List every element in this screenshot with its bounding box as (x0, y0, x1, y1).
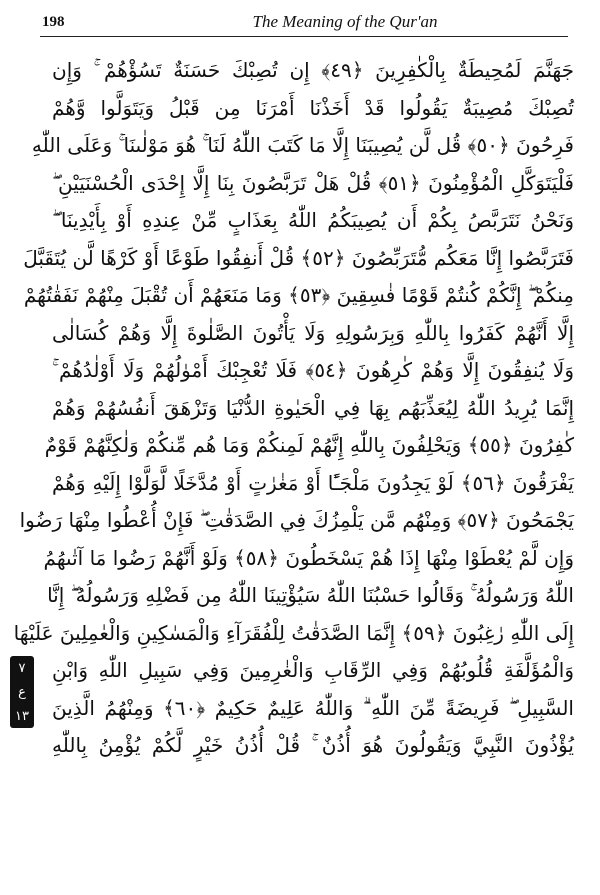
text-line: إِلَّا أَنَّهُمْ كَفَرُوا بِاللّٰهِ وَبِرَسُولِهِ وَلَا يَأْتُونَ الصَّلٰوةَ إِلَّا وَهُمْ كُسَالٰى (52, 320, 574, 345)
running-title: The Meaning of the Qur'an (252, 12, 438, 31)
text-line: فَتَرَبَّصُوا إِنَّا مَعَكُم مُّتَرَبِّصُونَ ﴿٥٢﴾ قُلْ أَنفِقُوا طَوْعًا أَوْ كَرْهًا لَّن يُتَقَبَّلَ (23, 245, 574, 270)
header-rule (40, 36, 568, 37)
ruku-marker-top: ٧ (18, 660, 26, 676)
page-header (0, 0, 600, 40)
text-line: اللّٰهُ وَرَسُولُهُ ۚ وَقَالُوا حَسْبُنَا اللّٰهُ سَيُؤْتِينَا اللّٰهُ مِن فَضْلِهِ وَرَسُولُهُ ۖ إِنَّا (47, 583, 574, 607)
text-line: يُؤْذُونَ النَّبِيَّ وَيَقُولُونَ هُوَ أُذُنٌ ۚ قُلْ أُذُنُ خَيْرٍ لَّكُمْ يُؤْمِنُ بِاللّٰهِ (52, 733, 574, 757)
text-line: فَلْيَتَوَكَّلِ الْمُؤْمِنُونَ ﴿٥١﴾ قُلْ هَلْ تَرَبَّصُونَ بِنَا إِلَّا إِحْدَى الْحُسْنَيَيْنِ ۖ (52, 170, 574, 195)
text-line: فَرِحُونَ ﴿٥٠﴾ قُل لَّن يُصِيبَنَا إِلَّا مَا كَتَبَ اللّٰهُ لَنَا ۚ هُوَ مَوْلٰىنَا ۚ وَعَلَى اللّٰهِ (31, 133, 574, 157)
text-line: يَجْمَحُونَ ﴿٥٧﴾ وَمِنْهُم مَّن يَلْمِزُكَ فِي الصَّدَقٰتِ ۖ فَإِنْ أُعْطُوا مِنْهَا رَضُوا (19, 508, 574, 532)
text-line: وَنَحْنُ نَتَرَبَّصُ بِكُمْ أَن يُصِيبَكُمُ اللّٰهُ بِعَذَابٍ مِّنْ عِندِهِ أَوْ بِأَيْدِينَا ۖ (52, 208, 574, 232)
ruku-marker (10, 656, 34, 728)
text-line: تُصِبْكَ مُصِيبَةٌ يَقُولُوا قَدْ أَخَذْنَا أَمْرَنَا مِن قَبْلُ وَيَتَوَلَّوا وَّهُمْ (52, 95, 574, 120)
text-line: يَفْرَقُونَ ﴿٥٦﴾ لَوْ يَجِدُونَ مَلْجَـًٔا أَوْ مَغٰرٰتٍ أَوْ مُدَّخَلًا لَّوَلَّوْا إِلَيْهِ وَهُمْ (52, 470, 575, 495)
text-line: وَلَا يُنفِقُونَ إِلَّا وَهُمْ كٰرِهُونَ ﴿٥٤﴾ فَلَا تُعْجِبْكَ أَمْوٰلُهُمْ وَلَا أَوْلٰدُهُمْ ۚ (52, 358, 574, 382)
ruku-marker-middle: ع (18, 684, 26, 700)
text-line: وَالْمُؤَلَّفَةِ قُلُوبُهُمْ وَفِي الرِّقَابِ وَالْغٰرِمِينَ وَفِي سَبِيلِ اللّٰهِ وَابْنِ (52, 658, 574, 682)
ruku-marker-bottom: ١٣ (15, 708, 29, 724)
text-line: مِنكُمْ ۖ إِنَّكُمْ كُنتُمْ قَوْمًا فٰسِقِينَ ﴿٥٣﴾ وَمَا مَنَعَهُمْ أَن تُقْبَلَ مِنْهُمْ نَفَقٰتُهُمْ (23, 283, 574, 307)
text-line: إِلَى اللّٰهِ رٰغِبُونَ ﴿٥٩﴾ إِنَّمَا الصَّدَقٰتُ لِلْفُقَرَآءِ وَالْمَسٰكِينِ وَالْعٰمِلِينَ عَلَيْهَا (13, 620, 574, 645)
text-line: السَّبِيلِ ۖ فَرِيضَةً مِّنَ اللّٰهِ ۗ وَاللّٰهُ عَلِيمٌ حَكِيمٌ ﴿٦٠﴾ وَمِنْهُمُ الَّذِينَ (52, 695, 574, 720)
text-line: كٰفِرُونَ ﴿٥٥﴾ وَيَحْلِفُونَ بِاللّٰهِ إِنَّهُمْ لَمِنكُمْ وَمَا هُم مِّنكُمْ وَلٰكِنَّهُمْ قَوْمٌ (44, 433, 574, 457)
text-line: إِنَّمَا يُرِيدُ اللّٰهُ لِيُعَذِّبَهُم بِهَا فِي الْحَيٰوةِ الدُّنْيَا وَتَزْهَقَ أَنفُسُهُمْ وَهُمْ (52, 395, 574, 420)
page-number: 198 (42, 14, 65, 30)
text-line: وَإِن لَّمْ يُعْطَوْا مِنْهَا إِذَا هُمْ يَسْخَطُونَ ﴿٥٨﴾ وَلَوْ أَنَّهُمْ رَضُوا مَا آتٰىهُمُ (43, 545, 574, 570)
text-line: جَهَنَّمَ لَمُحِيطَةٌ بِالْكٰفِرِينَ ﴿٤٩﴾ إِن تُصِبْكَ حَسَنَةٌ تَسُؤْهُمْ ۚ وَإِن (52, 58, 574, 82)
